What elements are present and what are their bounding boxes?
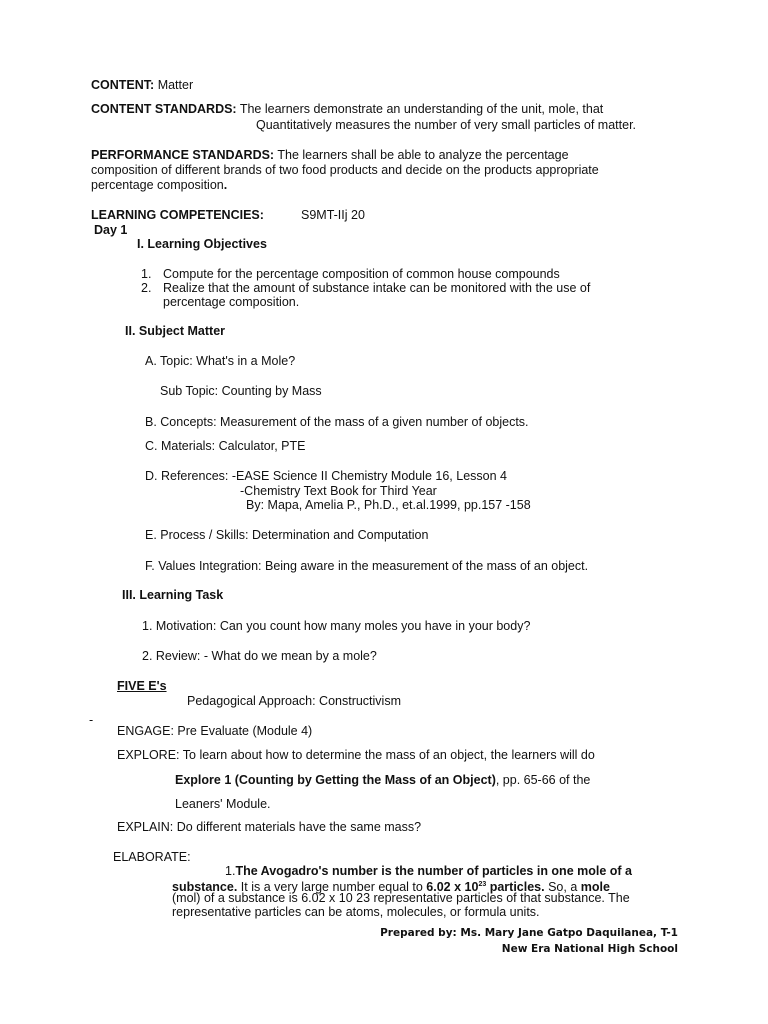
elaborate-para-line4: representative particles can be atoms, molecules, or formula units. [172, 905, 540, 919]
pedagogical-approach-line: Pedagogical Approach: Constructivism [187, 694, 402, 708]
references-line3: By: Mapa, Amelia P., Ph.D., et.al.1999, pp.157 -158 [246, 498, 531, 512]
topic-line: A. Topic: What's in a Mole? [145, 354, 296, 368]
elaborate-para-sup: 23 [478, 881, 487, 888]
subject-matter-heading: II. Subject Matter [125, 324, 226, 338]
learning-competencies-code: S9MT-IIj 20 [301, 208, 365, 222]
elaborate-para-bold3: 6.02 x 10 [426, 880, 479, 895]
objective-text-2: Realize that the amount of substance intake can be monitored with the use of [163, 281, 591, 295]
elaborate-para-bold4: particles. [486, 880, 545, 895]
day-label: Day 1 [94, 223, 128, 237]
school-name: New Era National High School [501, 943, 678, 955]
elaborate-para-bold5: mole [580, 880, 610, 895]
performance-standards-text1: The learners shall be able to analyze the percentage [277, 148, 569, 162]
explore-line: EXPLORE: To learn about how to determine the mass of an object, the learners will do [117, 748, 595, 762]
objective-num-2: 2. [141, 281, 152, 295]
review-line: 2. Review: - What do we mean by a mole? [142, 649, 377, 663]
explore1-title: Explore 1 (Counting by Getting the Mass of an Object) [175, 773, 496, 787]
concepts-line: B. Concepts: Measurement of the mass of a given number of objects. [145, 415, 529, 429]
references-line1: D. References: -EASE Science II Chemistry Module 16, Lesson 4 [145, 469, 507, 483]
motivation-line: 1. Motivation: Can you count how many moles you have in your body? [142, 619, 531, 633]
footer [380, 925, 678, 957]
explore1-line [175, 773, 590, 788]
learning-competencies-label: LEARNING COMPETENCIES: [91, 208, 264, 222]
elaborate-para-num: 1. [225, 864, 236, 878]
content-line [91, 78, 193, 93]
references-line2: -Chemistry Text Book for Third Year [240, 484, 437, 498]
performance-standards-period: . [223, 178, 228, 192]
content-value: Matter [157, 78, 194, 92]
explore1-line2: Leaners' Module. [175, 797, 271, 811]
engage-line: ENGAGE: Pre Evaluate (Module 4) [117, 724, 313, 738]
elaborate-para-bold2: substance. [172, 880, 238, 895]
values-integration-line: F. Values Integration: Being aware in the measurement of the mass of an object. [145, 559, 589, 573]
objective-num-1: 1. [141, 267, 152, 281]
elaborate-label: ELABORATE: [113, 850, 191, 864]
performance-standards-line1 [91, 148, 569, 163]
content-label: CONTENT: [91, 78, 155, 92]
learning-task-heading: III. Learning Task [122, 588, 224, 602]
five-es-heading: FIVE E's [117, 679, 167, 693]
elaborate-para-text3: So, a [544, 880, 581, 895]
stray-dash: - [89, 713, 94, 727]
elaborate-para-line3: (mol) of a substance is 6.02 x 10 23 representative particles of that substance. The [172, 891, 630, 905]
subtopic-line: Sub Topic: Counting by Mass [160, 384, 322, 398]
objectives-heading: I. Learning Objectives [137, 237, 267, 251]
performance-standards-text3: percentage composition [91, 178, 224, 192]
objective-text-1: Compute for the percentage composition of common house compounds [163, 267, 560, 281]
explore1-pages: , pp. 65-66 of the [495, 773, 591, 787]
elaborate-para-bold1: The Avogadro's number is the number of particles in one mole of a [235, 864, 632, 878]
elaborate-para-text2: It is a very large number equal to [237, 880, 427, 895]
objective-text-2-cont: percentage composition. [163, 295, 300, 309]
process-skills-line: E. Process / Skills: Determination and Computation [145, 528, 429, 542]
content-standards-label: CONTENT STANDARDS: [91, 102, 237, 116]
performance-standards-label: PERFORMANCE STANDARDS: [91, 148, 275, 162]
content-standards-text1: The learners demonstrate an understanding of the unit, mole, that [239, 102, 604, 116]
content-standards-text2: Quantitatively measures the number of very small particles of matter. [256, 118, 637, 132]
materials-line: C. Materials: Calculator, PTE [145, 439, 306, 453]
content-standards-line1 [91, 102, 603, 117]
performance-standards-text2: composition of different brands of two food products and decide on the products appropriate [91, 163, 599, 177]
performance-standards-line3 [91, 178, 227, 193]
prepared-by: Prepared by: Ms. Mary Jane Gatpo Daquilanea, T-1 [380, 927, 678, 939]
explain-line: EXPLAIN: Do different materials have the same mass? [117, 820, 422, 834]
